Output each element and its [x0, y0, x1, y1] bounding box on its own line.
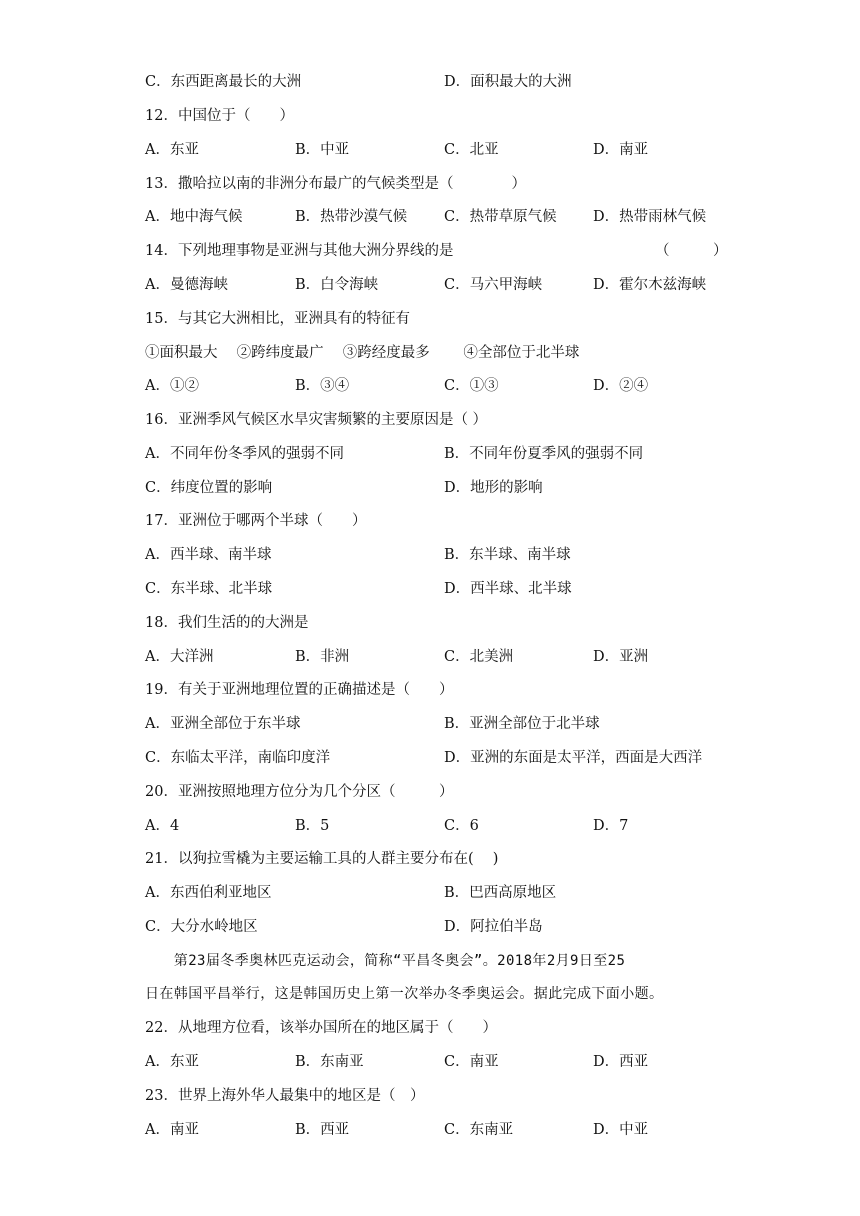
- q18-option-b: B．非洲: [295, 649, 350, 665]
- q15-stem: 15．与其它大洲相比，亚洲具有的特征有: [145, 311, 410, 327]
- q20-option-b: B．5: [295, 818, 330, 834]
- q15-option-d: D．②④: [593, 378, 649, 394]
- q13-option-b: B．热带沙漠气候: [295, 209, 408, 225]
- q23-option-b: B．西亚: [295, 1122, 350, 1138]
- q15-items: ①面积最大 ②跨纬度最广 ③跨经度最多 ④全部位于北半球: [145, 345, 580, 361]
- q18-option-d: D．亚洲: [593, 649, 649, 665]
- q23-option-c: C．东南亚: [444, 1122, 514, 1138]
- q13-stem: 13．撒哈拉以南的非洲分布最广的气候类型是（ ）: [145, 176, 526, 192]
- q12-option-d: D．南亚: [593, 142, 649, 158]
- q18-option-a: A．大洋洲: [145, 649, 214, 665]
- q15-option-b: B．③④: [295, 378, 350, 394]
- q21-option-d: D．阿拉伯半岛: [444, 919, 543, 935]
- q14-option-b: B．白令海峡: [295, 277, 379, 293]
- passage-line-1: 第23届冬季奥林匹克运动会，简称“平昌冬奥会”。2018年2月9日至25: [145, 953, 626, 969]
- q16-option-a: A．不同年份冬季风的强弱不同: [145, 446, 344, 462]
- q21-option-b: B．巴西高原地区: [444, 885, 557, 901]
- q19-option-b: B．亚洲全部位于北半球: [444, 716, 600, 732]
- q22-option-b: B．东南亚: [295, 1054, 364, 1070]
- q12-option-b: B．中亚: [295, 142, 350, 158]
- q14-option-c: C．马六甲海峡: [444, 277, 543, 293]
- q15-option-a: A．①②: [145, 378, 199, 394]
- q13-option-c: C．热带草原气候: [444, 209, 557, 225]
- q11-option-d: D．面积最大的大洲: [444, 74, 572, 90]
- q14-option-d: D．霍尔木兹海峡: [593, 277, 707, 293]
- q20-option-c: C．6: [444, 818, 479, 834]
- q13-option-d: D．热带雨林气候: [593, 209, 707, 225]
- q11-option-c: C．东西距离最长的大洲: [145, 74, 302, 90]
- q23-option-a: A．南亚: [145, 1122, 199, 1138]
- q20-option-a: A．4: [145, 818, 180, 834]
- q14-stem-row: [145, 240, 728, 262]
- q13-option-a: A．地中海气候: [145, 209, 243, 225]
- q14-stem: 14．下列地理事物是亚洲与其他大洲分界线的是: [145, 243, 454, 259]
- q21-option-a: A．东西伯利亚地区: [145, 885, 272, 901]
- q16-option-d: D．地形的影响: [444, 480, 543, 496]
- q21-stem: 21．以狗拉雪橇为主要运输工具的人群主要分布在( ): [145, 851, 499, 867]
- q22-stem: 22．从地理方位看，该举办国所在的地区属于（ ）: [145, 1020, 497, 1036]
- q20-stem: 20．亚洲按照地理方位分为几个分区（ ）: [145, 784, 454, 800]
- q18-stem: 18．我们生活的的大洲是: [145, 615, 309, 631]
- q19-option-c: C．东临太平洋，南临印度洋: [145, 750, 331, 766]
- q12-stem: 12．中国位于（ ）: [145, 108, 294, 124]
- q15-option-c: C．①③: [444, 378, 499, 394]
- q17-stem: 17．亚洲位于哪两个半球（ ）: [145, 513, 367, 529]
- q22-option-a: A．东亚: [145, 1054, 199, 1070]
- q14-answer-paren: （ ）: [655, 243, 728, 259]
- q16-option-b: B．不同年份夏季风的强弱不同: [444, 446, 644, 462]
- q17-option-b: B．东半球、南半球: [444, 547, 571, 563]
- q21-option-c: C．大分水岭地区: [145, 919, 258, 935]
- q17-option-d: D．西半球、北半球: [444, 581, 572, 597]
- q23-stem: 23．世界上海外华人最集中的地区是（ ）: [145, 1088, 425, 1104]
- passage-line-2: 日在韩国平昌举行，这是韩国历史上第一次举办冬季奥运会。据此完成下面小题。: [145, 986, 664, 1002]
- q16-stem: 16．亚洲季风气候区水旱灾害频繁的主要原因是（ ）: [145, 412, 488, 428]
- q16-option-c: C．纬度位置的影响: [145, 480, 273, 496]
- q17-option-c: C．东半球、北半球: [145, 581, 273, 597]
- q12-option-c: C．北亚: [444, 142, 499, 158]
- q17-option-a: A．西半球、南半球: [145, 547, 272, 563]
- q22-option-c: C．南亚: [444, 1054, 499, 1070]
- q18-option-c: C．北美洲: [444, 649, 514, 665]
- q12-option-a: A．东亚: [145, 142, 199, 158]
- q19-option-d: D．亚洲的东面是太平洋，西面是大西洋: [444, 750, 703, 766]
- q19-stem: 19．有关于亚洲地理位置的正确描述是（ ）: [145, 682, 454, 698]
- q19-option-a: A．亚洲全部位于东半球: [145, 716, 301, 732]
- q22-option-d: D．西亚: [593, 1054, 649, 1070]
- q23-option-d: D．中亚: [593, 1122, 649, 1138]
- q14-option-a: A．曼德海峡: [145, 277, 228, 293]
- q20-option-d: D．7: [593, 818, 629, 834]
